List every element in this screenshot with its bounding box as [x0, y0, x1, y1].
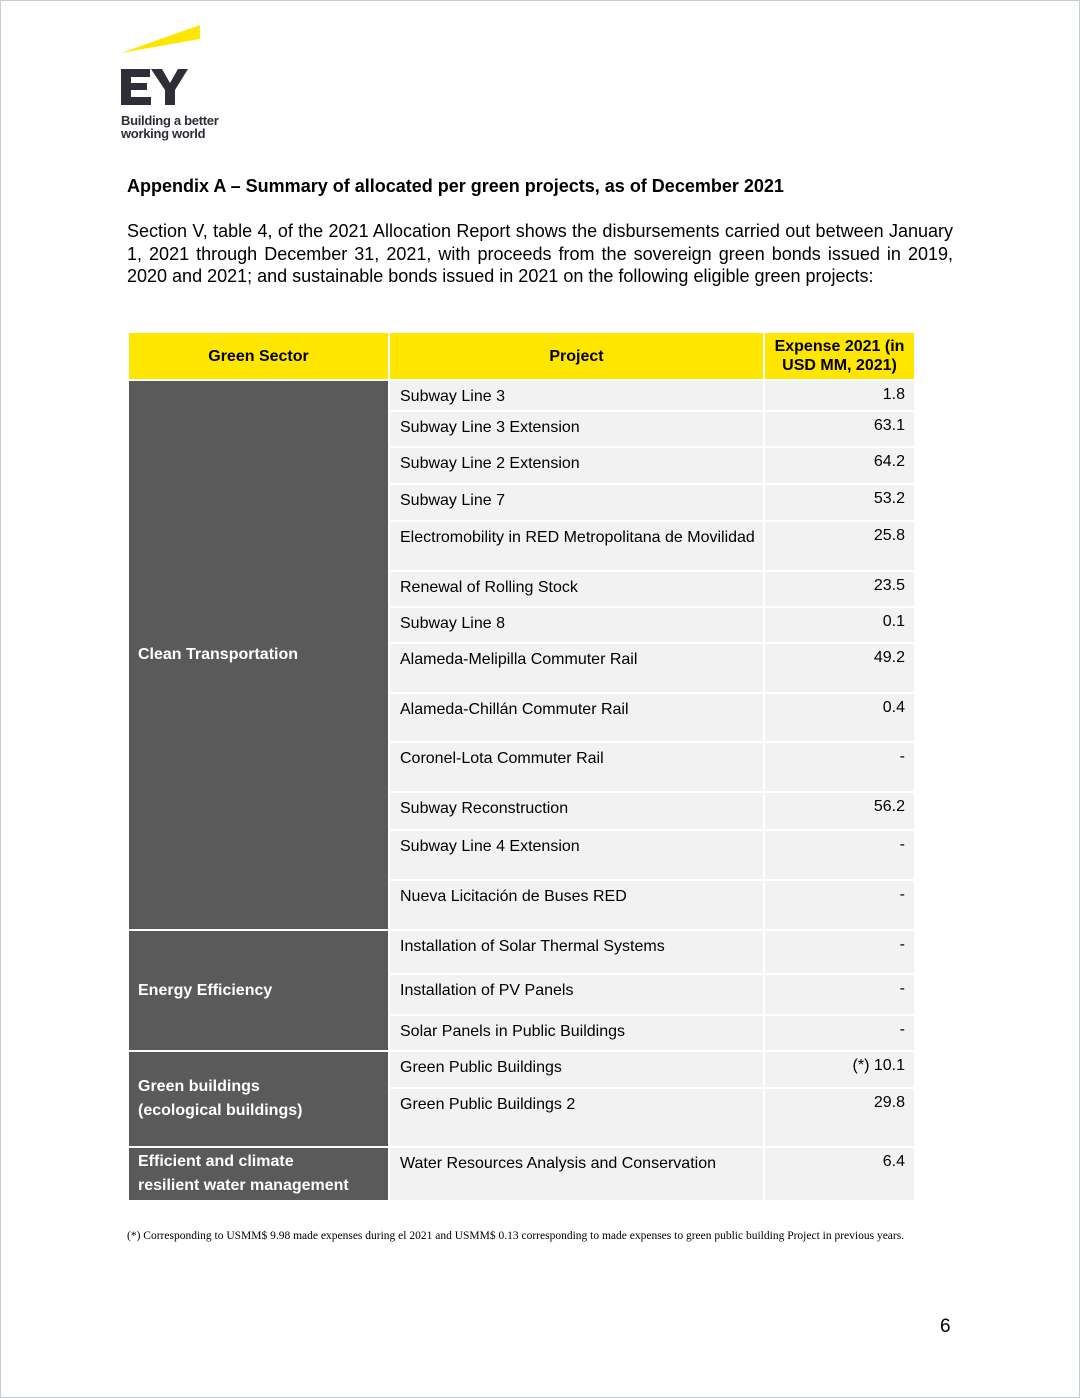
project-cell: Subway Line 3 — [390, 381, 763, 410]
expense-cell: - — [765, 1016, 914, 1050]
allocation-table — [127, 331, 916, 1202]
appendix-heading: Appendix A – Summary of allocated per green projects, as of December 2021 — [127, 176, 784, 196]
expense-cell: 53.2 — [765, 485, 914, 520]
table-header-row — [129, 333, 914, 379]
expense-cell: - — [765, 975, 914, 1014]
expense-cell: 56.2 — [765, 793, 914, 829]
project-cell: Subway Reconstruction — [390, 793, 763, 829]
expense-cell: 1.8 — [765, 381, 914, 410]
header-green-sector: Green Sector — [129, 333, 388, 379]
project-cell: Renewal of Rolling Stock — [390, 572, 763, 606]
expense-cell: 6.4 — [765, 1148, 914, 1200]
expense-cell: 0.1 — [765, 608, 914, 642]
logo-letter-y — [151, 69, 188, 105]
project-cell: Subway Line 8 — [390, 608, 763, 642]
sector-name-line-2: resilient water management — [138, 1177, 349, 1194]
page-number: 6 — [940, 1316, 951, 1337]
sector-name-line-1: Clean Transportation — [138, 646, 299, 663]
tagline-line-2: working world — [121, 126, 206, 141]
expense-cell: - — [765, 881, 914, 929]
expense-cell: (*) 10.1 — [765, 1052, 914, 1087]
table-row — [129, 1052, 914, 1087]
footnote: (*) Corresponding to USMM$ 9.98 made expenses during el 2021 and USMM$ 0.13 corresponding to made expenses to green public building Project in previous years. — [127, 1230, 905, 1242]
header-expense-line-1: Expense 2021 (in — [774, 338, 905, 355]
table-row — [129, 1148, 914, 1200]
project-cell: Alameda-Chillán Commuter Rail — [390, 694, 763, 741]
brand-tagline — [121, 114, 218, 140]
sector-cell — [129, 381, 388, 929]
expense-cell: 63.1 — [765, 412, 914, 446]
expense-cell: 64.2 — [765, 448, 914, 483]
project-cell: Alameda-Melipilla Commuter Rail — [390, 644, 763, 692]
logo-letter-e — [121, 69, 151, 105]
project-cell: Subway Line 7 — [390, 485, 763, 520]
sector-name-line-1: Energy Efficiency — [138, 981, 273, 999]
sector-name-line-1: Green buildings — [138, 1078, 260, 1095]
expense-cell: - — [765, 931, 914, 973]
project-cell: Nueva Licitación de Buses RED — [390, 881, 763, 929]
expense-cell: - — [765, 831, 914, 879]
expense-cell: 49.2 — [765, 644, 914, 692]
sector-name-line-2: (ecological buildings) — [138, 1102, 303, 1119]
intro-paragraph: Section V, table 4, of the 2021 Allocation Report shows the disbursements carried out between January 1, 2021 through December 31, 2021, with proceeds from the sovereign green bonds issued in 2019, 2020 and 2021; and sustainable bonds issued in 2021 on the following eligible green projects: — [127, 221, 953, 286]
project-cell: Installation of PV Panels — [390, 975, 763, 1014]
header-expense-line-2: USD MM, 2021) — [782, 357, 897, 374]
project-cell: Coronel-Lota Commuter Rail — [390, 743, 763, 791]
ey-logo-icon — [121, 25, 231, 115]
expense-cell: 23.5 — [765, 572, 914, 606]
sector-cell — [129, 1148, 388, 1200]
expense-cell: 25.8 — [765, 522, 914, 570]
project-cell: Subway Line 4 Extension — [390, 831, 763, 879]
project-cell: Installation of Solar Thermal Systems — [390, 931, 763, 973]
expense-cell: 0.4 — [765, 694, 914, 741]
project-cell: Water Resources Analysis and Conservation — [390, 1148, 763, 1200]
sector-cell — [129, 1052, 388, 1146]
logo-beam — [121, 25, 200, 53]
project-cell: Subway Line 3 Extension — [390, 412, 763, 446]
table-row — [129, 931, 914, 973]
project-cell: Electromobility in RED Metropolitana de Movilidad — [390, 522, 763, 570]
header-project: Project — [390, 333, 763, 379]
project-cell: Green Public Buildings — [390, 1052, 763, 1087]
project-cell: Subway Line 2 Extension — [390, 448, 763, 483]
header-expense — [765, 333, 914, 379]
sector-cell — [129, 931, 388, 1050]
project-cell: Solar Panels in Public Buildings — [390, 1016, 763, 1050]
expense-cell: 29.8 — [765, 1089, 914, 1146]
table-row — [129, 381, 914, 410]
project-cell: Green Public Buildings 2 — [390, 1089, 763, 1146]
expense-cell: - — [765, 743, 914, 791]
sector-name-line-1: Efficient and climate — [138, 1153, 294, 1170]
tagline-line-1: Building a better — [121, 113, 219, 128]
